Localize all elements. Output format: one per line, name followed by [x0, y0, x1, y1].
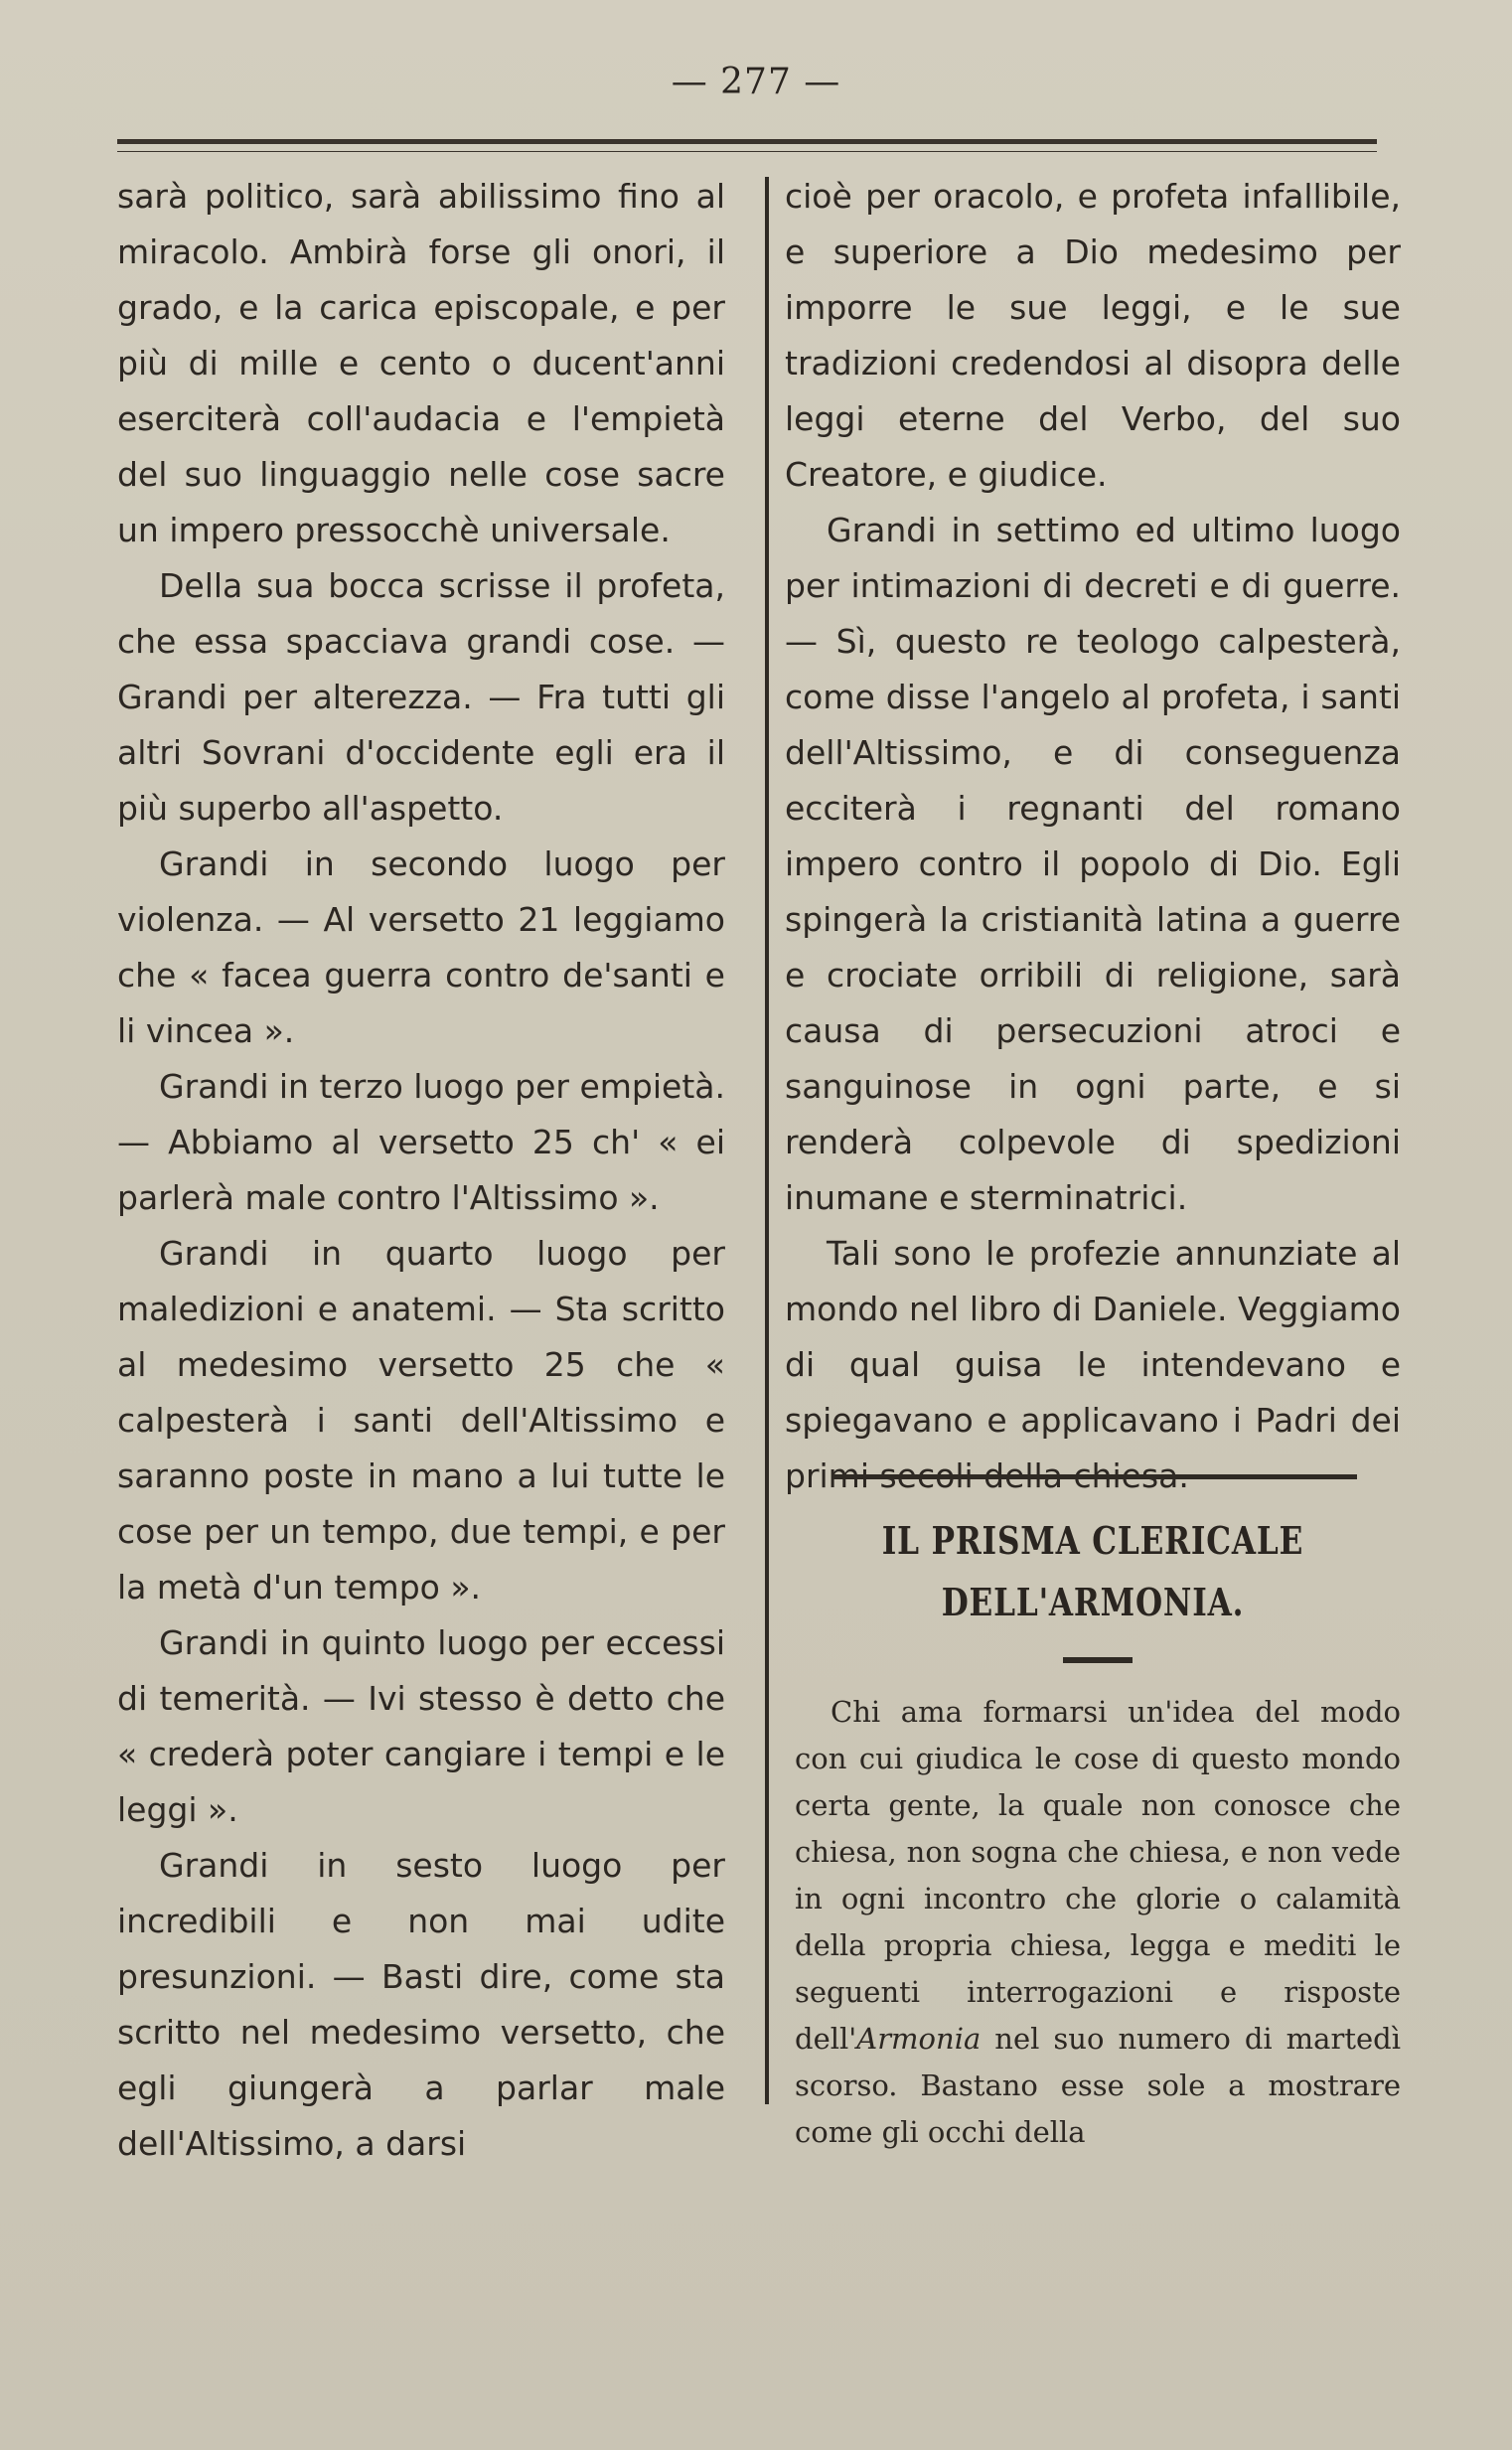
column-divider — [765, 177, 769, 2104]
section-title-line-2: DELL'ARMONIA. — [941, 1580, 1245, 1624]
left-paragraph-7: Grandi in sesto luogo per incredibili e non mai udite presunzioni. — Basti dire, come sta scritto nel medesimo versetto, che egli giungerà a parlar male dell'Altissimo, a darsi — [117, 1846, 725, 2163]
section-text-start: Chi ama formarsi un'idea del modo con cui giudica le cose di questo mondo certa gente, la quale non conosce che chiesa, non sogna che chiesa, e non vede in ogni incontro che glorie o calamità della propria chiesa, legga e mediti le seguenti interrogazioni e risposte dell' — [795, 1695, 1401, 2056]
section-text-end: nel suo numero di martedì scorso. Bastano esse sole a mostrare come gli occhi della — [795, 2022, 1401, 2149]
section-title-line-1: IL PRISMA CLERICALE — [881, 1518, 1304, 1563]
right-column — [785, 169, 1401, 1504]
right-paragraph-1: cioè per oracolo, e profeta infallibile, e superiore a Dio medesimo per imporre le sue leggi, e le sue tradizioni credendosi al disopra delle leggi eterne del Verbo, del suo Creatore, e giudice. — [785, 177, 1401, 494]
section-text-italic: Armonia — [856, 2022, 982, 2056]
left-paragraph-3: Grandi in secondo luogo per violenza. — Al versetto 21 leggiamo che « facea guerra contro de'santi e li vincea ». — [117, 844, 725, 1050]
section-title — [840, 1510, 1345, 1633]
title-short-rule — [1063, 1657, 1133, 1663]
left-paragraph-4: Grandi in terzo luogo per empietà. — Abbiamo al versetto 25 ch' « ei parlerà male contro l'Altissimo ». — [117, 1067, 725, 1217]
section-paragraph — [795, 1689, 1401, 2156]
section-body — [795, 1689, 1401, 2156]
section-rule — [832, 1474, 1357, 1479]
header-rule — [117, 139, 1377, 144]
right-paragraph-2: Grandi in settimo ed ultimo luogo per intimazioni di decreti e di guerre. — Sì, questo re teologo calpesterà, come disse l'angelo al profeta, i santi dell'Altissimo, e di conseguenza ecciterà i regnanti del romano impero contro il popolo di Dio. Egli spingerà la cristianità latina a guerre e crociate orribili di religione, sarà causa di persecuzioni atroci e sanguinose in ogni parte, e si renderà colpevole di spedizioni inumane e sterminatrici. — [785, 511, 1401, 1217]
left-paragraph-5: Grandi in quarto luogo per maledizioni e anatemi. — Sta scritto al medesimo versetto 25 che « calpesterà i santi dell'Altissimo e saranno poste in mano a lui tutte le cose per un tempo, due tempi, e per la metà d'un tempo ». — [117, 1234, 725, 1607]
right-paragraph-3: Tali sono le profezie annunziate al mondo nel libro di Daniele. Veggiamo di qual guisa le intendevano e spiegavano e applicavano i Padri dei primi secoli della chiesa. — [785, 1234, 1401, 1495]
left-paragraph-1: sarà politico, sarà abilissimo fino al miracolo. Ambirà forse gli onori, il grado, e la carica episcopale, e per più di mille e cento o ducent'anni eserciterà coll'audacia e l'empietà del suo linguaggio nelle cose sacre un impero pressocchè universale. — [117, 177, 725, 549]
left-paragraph-6: Grandi in quinto luogo per eccessi di temerità. — Ivi stesso è detto che « crederà poter cangiare i tempi e le leggi ». — [117, 1623, 725, 1829]
left-column — [117, 169, 725, 2172]
header-rule-thin — [117, 151, 1377, 152]
left-paragraph-2: Della sua bocca scrisse il profeta, che essa spacciava grandi cose. — Grandi per alterezza. — Fra tutti gli altri Sovrani d'occidente egli era il più superbo all'aspetto. — [117, 566, 725, 828]
page-number: — 277 — — [671, 62, 841, 102]
